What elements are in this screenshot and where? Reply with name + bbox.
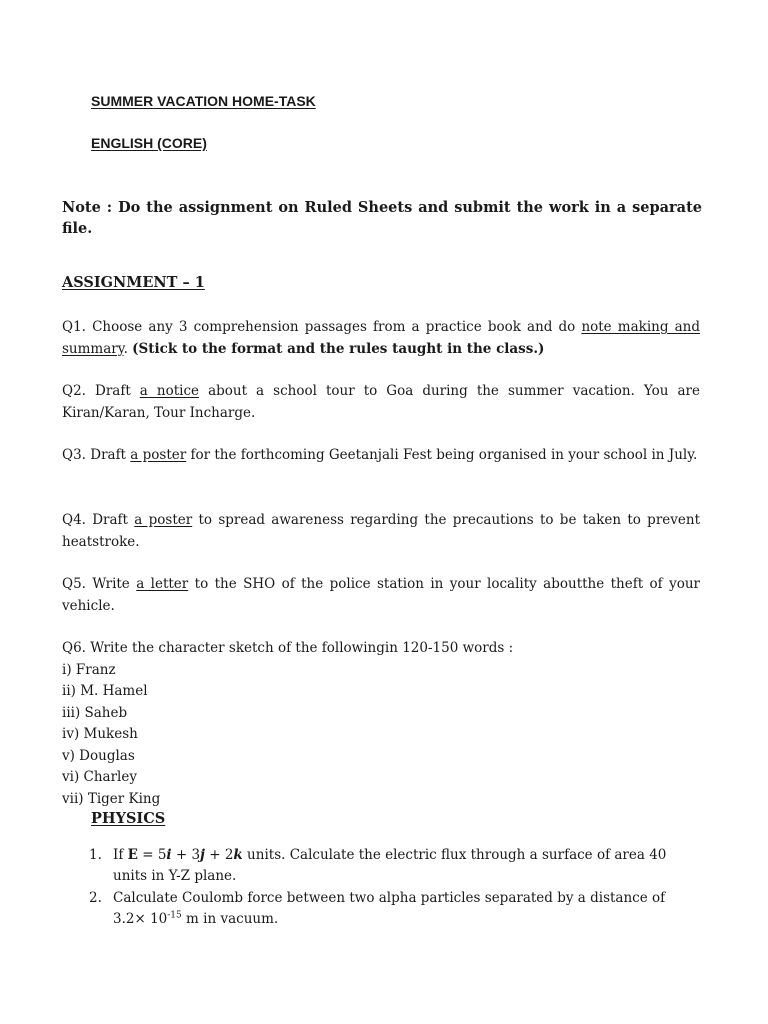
question-2-rest: about a school tour to Goa during the summer vacation. You are Kiran/Karan, Tour Incharge. [62, 383, 700, 421]
list-item: vii) Tiger King [62, 791, 161, 807]
question-2 [62, 381, 700, 424]
question-4 [62, 510, 700, 553]
question-6: Q6. Write the character sketch of the followingin 120-150 words : [62, 640, 514, 656]
question-4-rest: to spread awareness regarding the precautions to be taken to prevent heatstroke. [62, 512, 700, 550]
question-3-rest: for the forthcoming Geetanjali Fest being organised in your school in July. [186, 447, 698, 463]
question-5-rest: to the SHO of the police station in your locality aboutthe theft of your vehicle. [62, 576, 700, 614]
vector-e: E [127, 847, 138, 863]
assignment-heading: ASSIGNMENT – 1 [62, 274, 205, 291]
document-title: SUMMER VACATION HOME-TASK [91, 93, 316, 109]
unit-vector-k: k [233, 847, 243, 863]
exponent: -15 [167, 910, 182, 921]
math-plus-2: + 2 [204, 847, 234, 863]
list-item: i) Franz [62, 662, 116, 678]
question-5-task: a letter [136, 576, 189, 592]
list-item: v) Douglas [62, 748, 135, 764]
question-3-text: Q3. Draft [62, 447, 131, 463]
list-item: vi) Charley [62, 769, 137, 785]
note-paragraph: Note : Do the assignment on Ruled Sheets and submit the work in a separate file. [62, 199, 702, 237]
question-2-text: Q2. Draft [62, 383, 140, 399]
math-plus-1: + 3 [171, 847, 201, 863]
unit-vector-j: j [200, 847, 205, 863]
question-1-text: Q1. Choose any 3 comprehension passages from a practice book and do [62, 319, 582, 335]
math-eq: = 5 [137, 847, 167, 863]
physics-item-2 [113, 888, 683, 930]
question-1 [62, 317, 700, 360]
list-item: iii) Saheb [62, 705, 128, 721]
physics-item-1-number: 1. [89, 847, 102, 863]
question-3-task: a poster [130, 447, 187, 463]
subject-heading: ENGLISH (CORE) [91, 135, 207, 151]
physics-item-2-text: Calculate Coulomb force between two alpha particles separated by a distance of 3.2× 10 [113, 890, 666, 927]
question-4-text: Q4. Draft [62, 512, 135, 528]
question-1-instruction: (Stick to the format and the rules taught in the class.) [132, 340, 545, 357]
question-5-text: Q5. Write [62, 576, 137, 592]
physics-item-1-lead: If [113, 847, 128, 863]
question-1-task: note making and summary [62, 319, 700, 357]
physics-item-2-number: 2. [89, 890, 102, 906]
physics-item-1-rest: units. Calculate the electric flux through a surface of area 40 units in Y-Z plane. [113, 847, 667, 884]
unit-vector-i: i [166, 847, 172, 863]
list-item: ii) M. Hamel [62, 683, 148, 699]
physics-heading: PHYSICS [91, 810, 166, 827]
question-4-task: a poster [134, 512, 193, 528]
question-5 [62, 574, 700, 617]
question-2-task: a notice [139, 383, 200, 399]
question-3 [62, 445, 700, 467]
physics-item-1 [113, 845, 683, 887]
list-item: iv) Mukesh [62, 726, 138, 742]
physics-item-2-rest: m in vacuum. [181, 911, 279, 927]
question-1-punct: . [123, 340, 133, 357]
